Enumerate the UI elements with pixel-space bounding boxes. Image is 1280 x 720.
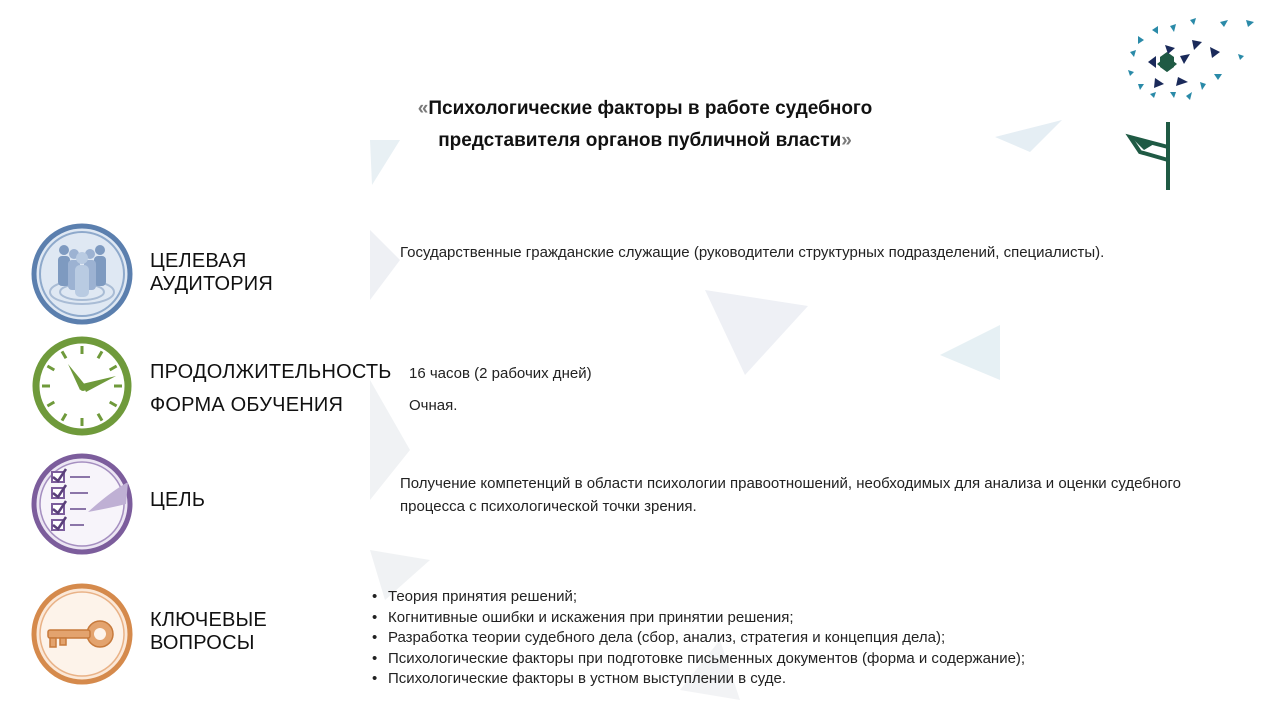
list-item-text: Теория принятия решений; (388, 588, 578, 605)
key-questions-label-line-2: ВОПРОСЫ (150, 632, 255, 654)
title-open-quote: « (417, 98, 429, 119)
list-item (370, 587, 1025, 608)
key-icon (30, 582, 134, 686)
audience-label-line-2: АУДИТОРИЯ (150, 273, 274, 295)
audience-label (150, 250, 273, 296)
title-line-2: представителя органов публичной власти (438, 130, 842, 151)
list-item (370, 669, 1025, 690)
clock-icon (30, 334, 134, 438)
people-target-icon (30, 222, 134, 326)
goal-text: Получение компетенций в области психологии правоотношений, необходимых для анализа и оценки судебного процесса с психологической точки зрения. (400, 475, 1181, 515)
checklist-icon (30, 452, 134, 556)
title-line-1: Психологические факторы в работе судебного (428, 98, 873, 119)
list-item-text: Когнитивные ошибки и искажения при принятии решения; (388, 608, 794, 626)
audience-label-line-1: ЦЕЛЕВАЯ (150, 250, 247, 272)
list-item (370, 628, 1025, 649)
key-questions-label-line-1: КЛЮЧЕВЫЕ (150, 609, 267, 631)
key-questions-list (370, 587, 1025, 690)
list-item-text: Разработка теории судебного дела (сбор, анализ, стратегия и концепция дела); (388, 629, 946, 646)
duration-label: ПРОДОЛЖИТЕЛЬНОСТЬ (150, 361, 392, 383)
page-title (330, 93, 960, 157)
list-item-text: Психологические факторы в устном выступлении в суде. (388, 670, 787, 687)
bullet-dot: • (372, 608, 378, 626)
key-questions-label (150, 609, 267, 655)
flower-logo (1110, 12, 1260, 197)
list-item (370, 649, 1025, 670)
bullet-dot: • (372, 588, 378, 605)
form-text: Очная. (409, 397, 458, 414)
bullet-dot: • (372, 649, 378, 667)
goal-label: ЦЕЛЬ (150, 489, 206, 511)
audience-text: Государственные гражданские служащие (руководители структурных подразделений, специалисты). (400, 244, 1105, 261)
duration-text: 16 часов (2 рабочих дней) (409, 365, 592, 382)
bullet-dot: • (372, 629, 378, 646)
list-item (370, 608, 1025, 629)
title-close-quote: » (841, 130, 852, 151)
list-item-text: Психологические факторы при подготовке письменных документов (форма и содержание); (388, 649, 1026, 667)
form-label: ФОРМА ОБУЧЕНИЯ (150, 394, 344, 416)
bullet-dot: • (372, 670, 378, 687)
